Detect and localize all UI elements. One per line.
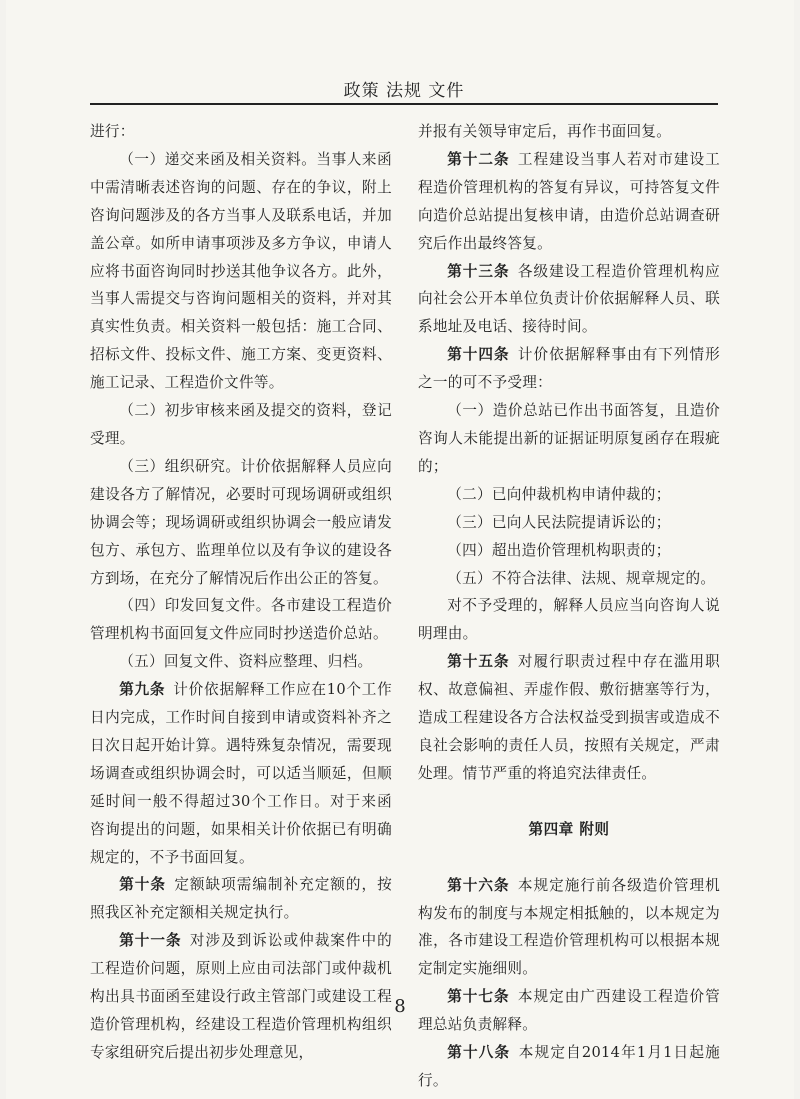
paragraph-text: （五）不符合法律、法规、规章规定的。 — [447, 569, 716, 587]
article-paragraph — [418, 648, 720, 788]
paragraph-text: 对涉及到诉讼或仲裁案件中的工程造价问题，原则上应由司法部门或仲裁机构出具书面函至建设行政主管部门或建设工程造价管理机构，经建设工程造价管理机构组织专家组研究后提出初步处理意见， — [90, 932, 392, 1061]
paragraph — [90, 118, 392, 146]
paragraph — [418, 481, 720, 509]
paragraph-text: （四）印发回复文件。各市建设工程造价管理机构书面回复文件应同时抄送造价总站。 — [90, 597, 392, 643]
article-heading: 第十四条 — [447, 346, 510, 364]
article-heading: 第十三条 — [447, 262, 510, 280]
paragraph — [418, 592, 720, 648]
right-column — [418, 118, 720, 1095]
paragraph-text: 对不予受理的，解释人员应当向咨询人说明理由。 — [418, 597, 720, 643]
paragraph-text: 对履行职责过程中存在滥用职权、故意偏袒、弄虚作假、敷衍搪塞等行为，造成工程建设各方合法权益受到损害或造成不良社会影响的责任人员，按照有关规定，严肃处理。情节严重的将追究法律责任。 — [418, 653, 720, 782]
article-paragraph — [418, 258, 720, 342]
paragraph-text: 进行： — [90, 123, 135, 140]
article-heading: 第十五条 — [447, 653, 510, 671]
article-heading: 第九条 — [119, 681, 166, 699]
paragraph-text: （二）初步审核来函及提交的资料，登记受理。 — [90, 402, 392, 447]
article-heading: 第十七条 — [447, 988, 510, 1006]
article-heading: 第十一条 — [119, 932, 182, 950]
paragraph — [418, 565, 720, 593]
page-number: 8 — [394, 996, 406, 1017]
article-paragraph — [90, 676, 392, 871]
article-heading: 第十二条 — [447, 150, 510, 168]
paragraph-text: （五）回复文件、资料应整理、归档。 — [119, 653, 373, 671]
paragraph-text: 工程建设当事人若对市建设工程造价管理机构的答复有异议，可持答复文件向造价总站提出复核申请，由造价总站调查研究后作出最终答复。 — [418, 150, 720, 252]
article-heading: 第十条 — [119, 876, 166, 894]
paragraph-text: （二）已向仲裁机构申请仲裁的； — [447, 485, 671, 503]
chapter-heading: 第四章 附则 — [528, 820, 610, 838]
paragraph-text: 本规定施行前各级造价管理机构发布的制度与本规定相抵触的，以本规定为准，各市建设工程造价管理机构可以根据本规定制定实施细则。 — [418, 876, 720, 978]
page-header-title: 政策 法规 文件 — [343, 81, 465, 101]
paragraph-text: 并报有关领导审定后，再作书面回复。 — [418, 123, 672, 140]
article-paragraph — [418, 341, 720, 397]
paragraph — [90, 146, 392, 397]
paragraph-text: （一）递交来函及相关资料。当事人来函中需清晰表述咨询的问题、存在的争议，附上咨询问题涉及的各方当事人及联系电话，并加盖公章。如所申请事项涉及多方争议，申请人应将书面咨询同时抄送其他争议各方。此外，当事人需提交与咨询问题相关的资料，并对其真实性负责。相关资料一般包括：施工合同、招标文件、投标文件、施工方案、变更资料、施工记录、工程造价文件等。 — [90, 150, 392, 392]
article-heading: 第十六条 — [447, 876, 510, 894]
paragraph — [90, 592, 392, 648]
paragraph-text: （四）超出造价管理机构职责的； — [447, 541, 671, 559]
paragraph — [90, 648, 392, 676]
article-paragraph — [418, 1039, 720, 1095]
paragraph-text: （一）造价总站已作出书面答复，且造价咨询人未能提出新的证据证明原复函存在瑕疵的； — [418, 402, 720, 475]
paragraph — [418, 118, 720, 146]
article-paragraph — [418, 872, 720, 984]
paragraph-text: （三）组织研究。计价依据解释人员应向建设各方了解情况，必要时可现场调研或组织协调会等；现场调研或组织协调会一般应请发包方、承包方、监理单位以及有争议的建设各方到场，在充分了解情况后作出公正的答复。 — [90, 457, 392, 587]
paragraph-text: 本规定由广西建设工程造价管理总站负责解释。 — [418, 988, 720, 1034]
paragraph-text: 各级建设工程造价管理机构应向社会公开本单位负责计价依据解释人员、联系地址及电话、接待时间。 — [418, 262, 720, 336]
paragraph — [418, 397, 720, 481]
header-divider — [90, 103, 718, 105]
left-column — [90, 118, 392, 1067]
paragraph-text: （三）已向人民法院提请诉讼的； — [447, 513, 671, 531]
paragraph — [90, 453, 392, 593]
article-paragraph — [90, 871, 392, 927]
paragraph — [418, 509, 720, 537]
paragraph — [418, 537, 720, 565]
paragraph-text: 定额缺项需编制补充定额的，按照我区补充定额相关规定执行。 — [90, 876, 393, 922]
paragraph-text: 本规定自2014年1月1日起施行。 — [418, 1044, 720, 1089]
paragraph — [90, 397, 392, 453]
paragraph-text: 计价依据解释事由有下列情形之一的可不予受理： — [418, 346, 720, 392]
article-paragraph — [418, 146, 720, 258]
article-heading: 第十八条 — [447, 1044, 511, 1062]
paragraph-text: 计价依据解释工作应在10个工作日内完成，工作时间自接到申请或资料补齐之日次日起开始计算。遇特殊复杂情况，需要现场调查或组织协调会时，可以适当顺延，但顺延时间一般不得超过30个工作日。对于来函咨询提出的问题，如果相关计价依据已有明确规定的，不予书面回复。 — [90, 681, 392, 866]
